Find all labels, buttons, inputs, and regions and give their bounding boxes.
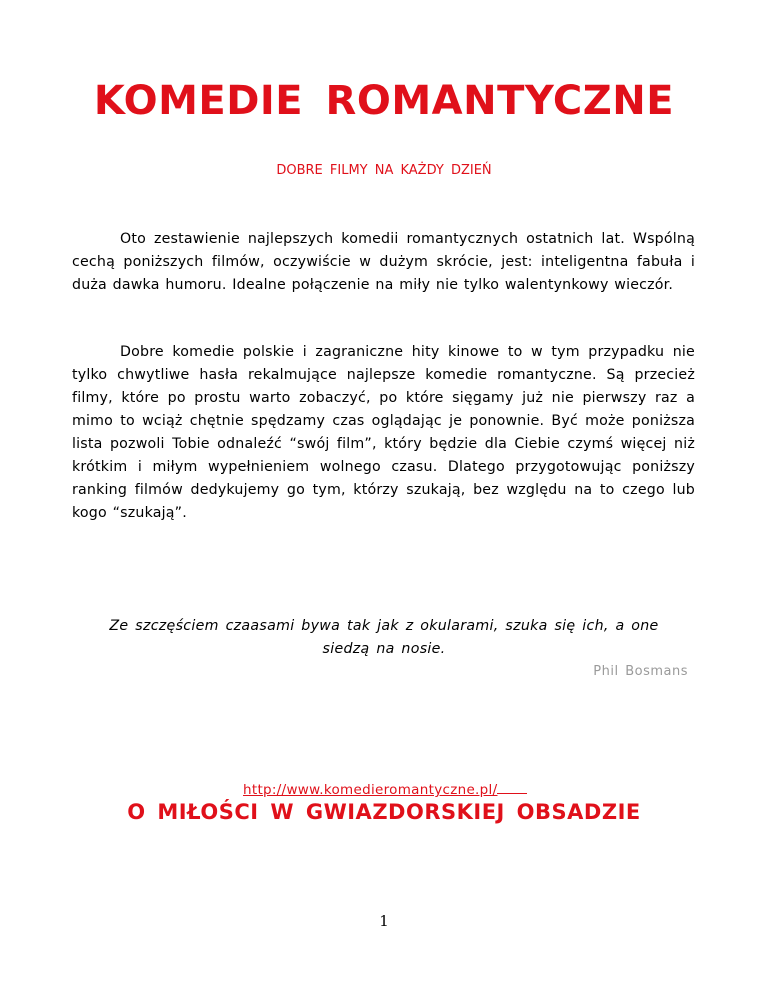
page-subtitle: DOBRE FILMY NA KAŻDY DZIEŃ [276,163,492,178]
website-link[interactable]: http://www.komedieromantyczne.pl/ [243,782,498,798]
page-number: 1 [379,912,389,930]
section-heading: O MIŁOŚCI W GWIAZDORSKIEJ OBSADZIE [127,800,641,824]
website-link-container [243,779,527,798]
description-paragraph: Dobre komedie polskie i zagraniczne hity kinowe to w tym przypadku nie tylko chwytliwe hasła rekalmujące najlepsze komedie romantyczne. Są przecież filmy, które po prostu warto zobaczyć, po które sięgamy już nie pierwszy raz a mimo to wciąż chętnie spędzamy czas oglądając je ponownie. Być może poniższa lista pozwoli Tobie odnaleźć “swój film”, który będzie dla Ciebie czymś więcej niż krótkim i miłym wypełnieniem wolnego czasu. Dlatego przygotowując poniższy ranking filmów dedykujemy go tym, którzy szukają, bez względu na to czego lub kogo “szukają”. [72,344,695,521]
intro-paragraph: Oto zestawienie najlepszych komedii romantycznych ostatnich lat. Wspólną cechą poniższych filmów, oczywiście w dużym skrócie, jest: inteligentna fabuła i duża dawka humoru. Idealne połączenie na miły nie tylko walentynkowy wieczór. [72,231,695,293]
quote-author: Phil Bosmans [593,664,688,679]
link-underline-tail [497,779,527,794]
page-title: KOMEDIE ROMANTYCZNE [93,78,675,124]
quote-text: Ze szczęściem czaasami bywa tak jak z okularami, szuka się ich, a one siedzą na nosie. [109,618,659,657]
